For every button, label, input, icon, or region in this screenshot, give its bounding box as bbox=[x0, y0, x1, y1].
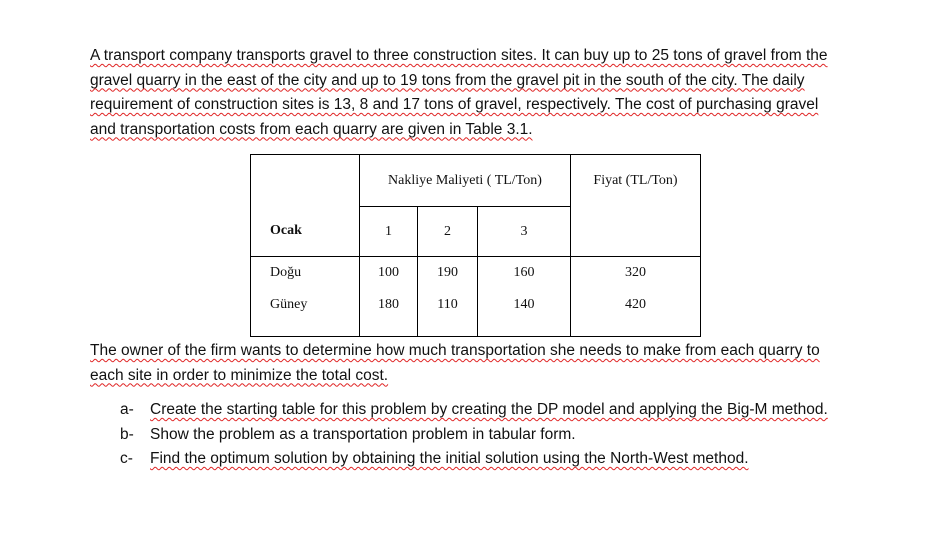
cost-guney-1: 180 bbox=[360, 290, 418, 337]
price-dogu: 320 bbox=[571, 257, 701, 290]
row-label-guney: Güney bbox=[251, 290, 360, 337]
intro-paragraph[interactable]: A transport company transports gravel to three construction sites. It can buy up to 25 tons of gravel from the gravel quarry in the east of the city and up to 19 tons from the gravel pit in the south of the city. The daily requirement of construction sites is 13, 8 and 17 tons of gravel, respectively. The cost of purchasing gravel and transportation costs from each quarry are given in Table 3.1. bbox=[90, 47, 828, 138]
row-label-dogu: Doğu bbox=[251, 257, 360, 290]
price-header-empty-cell bbox=[571, 207, 701, 257]
transport-cost-header: Nakliye Maliyeti ( TL/Ton) bbox=[360, 155, 571, 207]
task-list bbox=[110, 398, 840, 472]
price-header: Fiyat (TL/Ton) bbox=[571, 155, 701, 207]
goal-paragraph[interactable]: The owner of the firm wants to determine how much transportation she needs to make from each quarry to each site in order to minimize the total cost. bbox=[90, 342, 820, 384]
price-guney: 420 bbox=[571, 290, 701, 337]
task-marker-b: b- bbox=[120, 425, 134, 443]
site-number-2: 2 bbox=[418, 207, 478, 257]
task-marker-c: c- bbox=[120, 450, 133, 467]
task-marker-a: a- bbox=[120, 401, 134, 418]
cost-table bbox=[250, 154, 701, 337]
task-item-b bbox=[110, 423, 840, 448]
table-corner-cell bbox=[251, 155, 360, 207]
site-number-3: 3 bbox=[478, 207, 571, 257]
task-item-c bbox=[110, 447, 840, 472]
cost-dogu-2: 190 bbox=[418, 257, 478, 290]
cost-guney-3: 140 bbox=[478, 290, 571, 337]
site-number-1: 1 bbox=[360, 207, 418, 257]
task-text-c[interactable]: Find the optimum solution by obtaining the initial solution using the North-West method. bbox=[150, 450, 749, 467]
task-item-a bbox=[110, 398, 840, 423]
cost-guney-2: 110 bbox=[418, 290, 478, 337]
task-text-b[interactable]: Show the problem as a transportation problem in tabular form. bbox=[150, 425, 576, 443]
cost-dogu-1: 100 bbox=[360, 257, 418, 290]
cost-dogu-3: 160 bbox=[478, 257, 571, 290]
task-text-a[interactable]: Create the starting table for this problem by creating the DP model and applying the Big-M method. bbox=[150, 401, 828, 418]
quarry-column-header: Ocak bbox=[251, 207, 360, 257]
